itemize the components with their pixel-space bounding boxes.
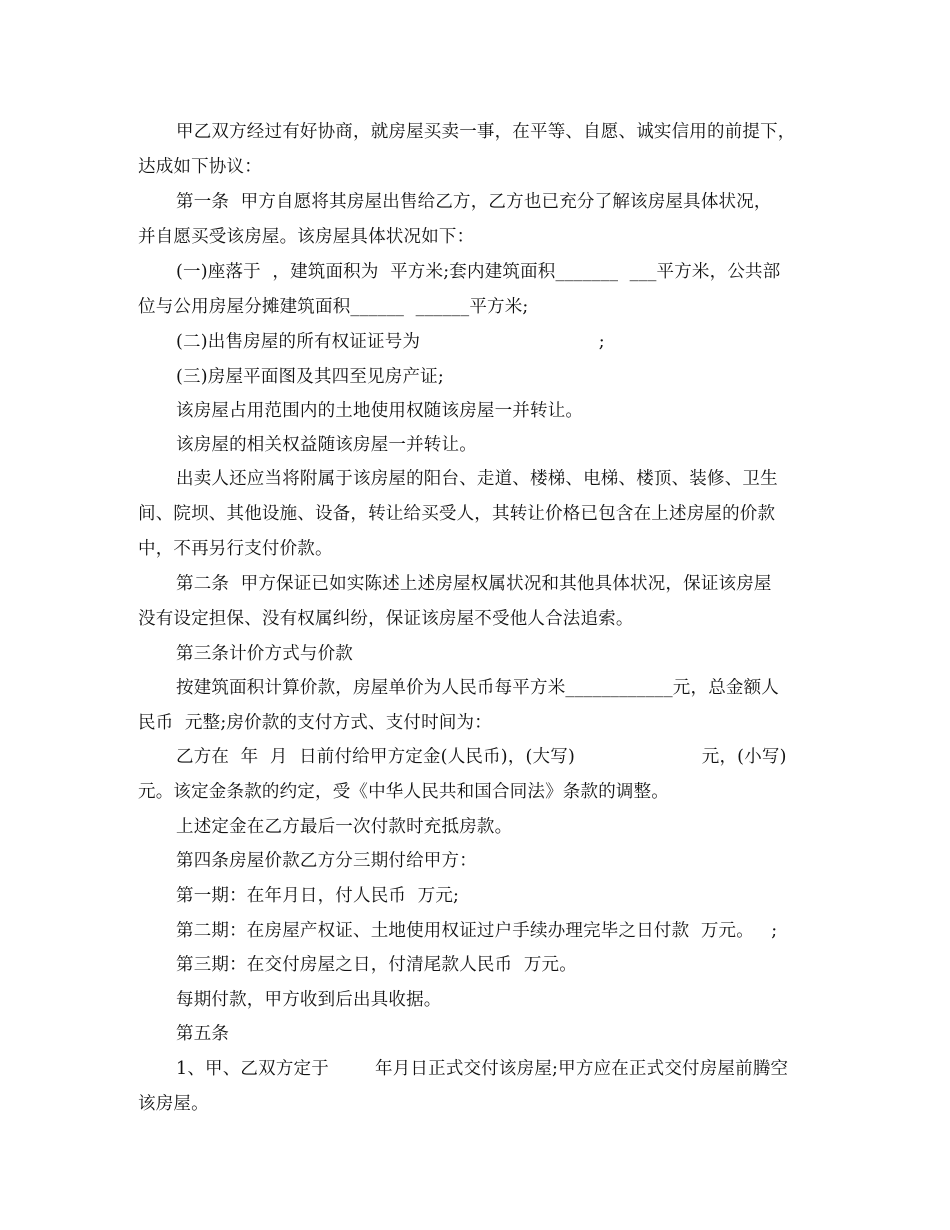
paragraph-line: 第一期：在年月日，付人民币 万元;	[176, 886, 460, 906]
article-5-heading: 第五条	[176, 1024, 230, 1044]
paragraph-line: 位与公用房屋分摊建筑面积______ ______平方米;	[138, 297, 529, 317]
paragraph-line: 上述定金在乙方最后一次付款时充抵房款。	[176, 817, 513, 837]
article-3-heading: 第三条计价方式与价款	[176, 644, 353, 664]
article-4-heading: 第四条房屋价款乙方分三期付给甲方：	[176, 851, 477, 871]
article-2-heading: 第二条 甲方保证已如实陈述上述房屋权属状况和其他具体状况，保证该房屋	[176, 574, 772, 594]
paragraph-line: 该房屋占用范围内的土地使用权随该房屋一并转让。	[176, 401, 584, 421]
paragraph-line: 该房屋。	[138, 1094, 209, 1114]
paragraph-line: 没有设定担保、没有权属纠纷，保证该房屋不受他人合法追索。	[138, 609, 634, 629]
paragraph-line: 每期付款，甲方收到后出具收据。	[176, 990, 442, 1010]
paragraph-line: 并自愿买受该房屋。该房屋具体状况如下：	[138, 227, 475, 247]
paragraph-line: (三)房屋平面图及其四至见房产证;	[176, 367, 444, 387]
paragraph-line: 该房屋的相关权益随该房屋一并转让。	[176, 435, 477, 455]
article-1-heading: 第一条 甲方自愿将其房屋出售给乙方，乙方也已充分了解该房屋具体状况，	[176, 192, 772, 212]
paragraph-line: 达成如下协议：	[138, 157, 262, 177]
paragraph-line: 按建筑面积计算价款，房屋单价为人民币每平方米____________元，总金额人	[176, 678, 779, 698]
paragraph-line: (二)出售房屋的所有权证证号为 ;	[176, 332, 605, 352]
paragraph-line: (一)座落于 ，建筑面积为 平方米;套内建筑面积_______ ___平方米，公共部	[176, 262, 781, 282]
paragraph-line: 中，不再另行支付价款。	[138, 539, 333, 559]
paragraph-line: 第二期：在房屋产权证、土地使用权证过户手续办理完毕之日付款 万元。 ;	[176, 921, 778, 941]
paragraph-line: 民币 元整;房价款的支付方式、支付时间为：	[138, 713, 492, 733]
paragraph-line: 出卖人还应当将附属于该房屋的阳台、走道、楼梯、电梯、楼顶、装修、卫生	[176, 469, 778, 489]
paragraph-line: 元。该定金条款的约定，受《中华人民共和国合同法》条款的调整。	[138, 782, 669, 802]
paragraph-line: 甲乙双方经过有好协商，就房屋买卖一事，在平等、自愿、诚实信用的前提下，	[176, 122, 796, 142]
paragraph-line: 乙方在 年 月 日前付给甲方定金(人民币)，(大写) 元，(小写)	[176, 747, 787, 767]
paragraph-line: 1、甲、乙双方定于 年月日正式交付该房屋;甲方应在正式交付房屋前腾空	[176, 1059, 789, 1079]
paragraph-line: 间、院坝、其他设施、设备，转让给买受人，其转让价格已包含在上述房屋的价款	[138, 504, 776, 524]
paragraph-line: 第三期：在交付房屋之日，付清尾款人民币 万元。	[176, 955, 577, 975]
